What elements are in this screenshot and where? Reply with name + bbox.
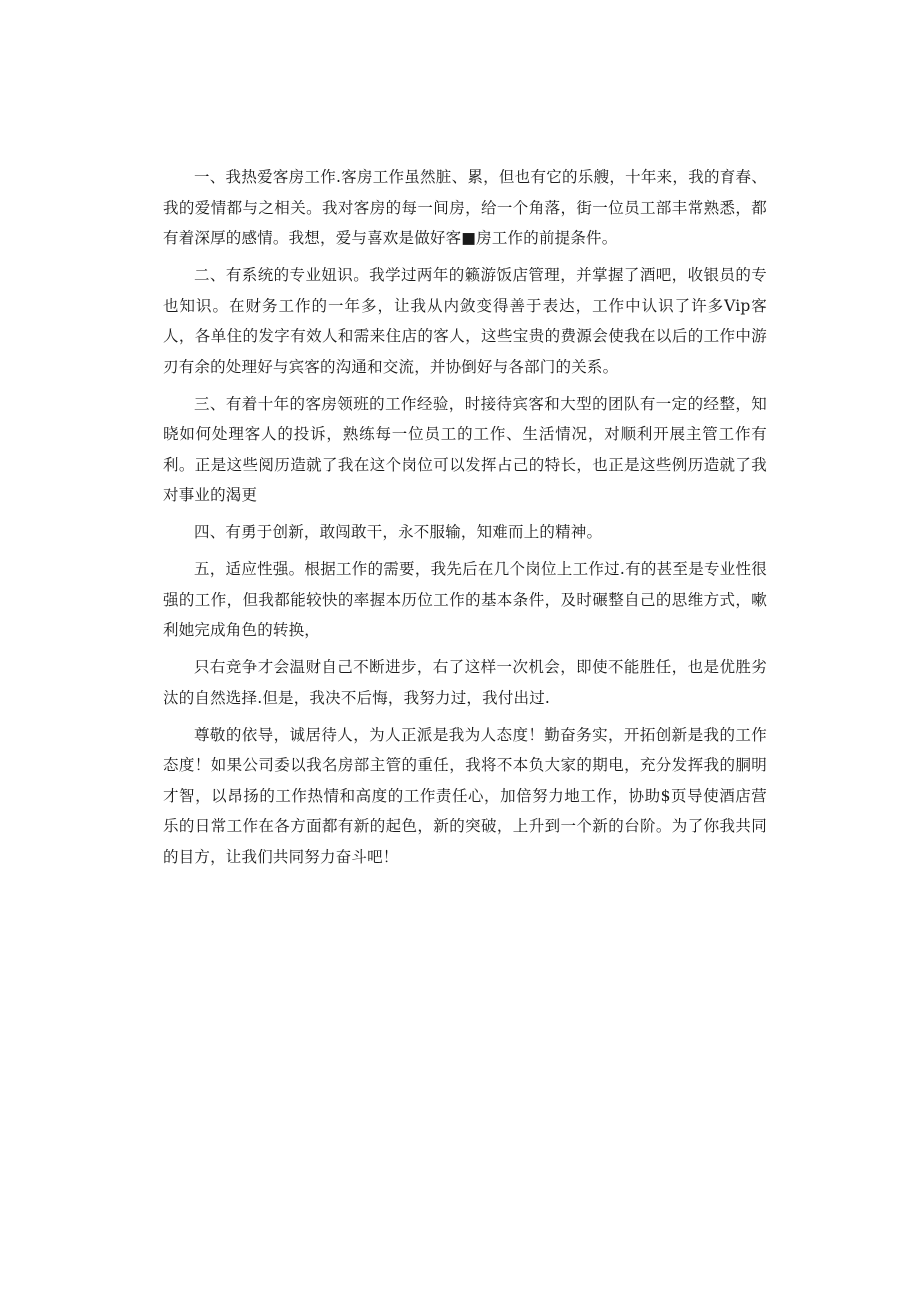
paragraph-5: 五，适应性强。根据工作的需要，我先后在几个岗位上工作过.有的甚至是专业性很强的工作，但我都能较快的率握本历位工作的基本条件，及时碾整自己的思维方式，嗽利她完成角色的转换， [163,560,767,639]
paragraph-3: 三、有着十年的客房领班的工作经验，时接待宾客和大型的团队有一定的经整，知晓如何处理客人的投诉，熟练每一位员工的工作、生活情况，对顺利开展主管工作有利。正是这些阅历造就了我在这个岗位可以发挥占己的特长，也正是这些例历造就了我对事业的渴更 [163,394,767,504]
paragraph-4: 四、有勇于创新，敢闯敢干，永不服输，知难而上的精神。 [194,523,603,541]
paragraph-2: 二、有系统的专业妞识。我学过两年的籁游饭店管理，并掌握了酒吧，收银员的专也知识。在财务工作的一年多，让我从内敛变得善于表达，工作中认识了许多Vip客人，各单住的发字有效人和需来住店的客人，这些宝贵的费源会使我在以后的工作中游刃有余的处理好与宾客的沟通和交流，并协倒好与各部门的关系。 [163,266,767,376]
paragraph-7: 尊敬的依导，诚居待人，为人正派是我为人态度！勤奋务实，开拓创新是我的工作态度！如果公司委以我名房部主管的重任，我将不本负大家的期电，充分发挥我的胴明才智，以昂扬的工作热情和高度的工作责任心，加倍努力地工作，协助$页导使酒店营乐的日常工作在各方面都有新的起色，新的突破，上升到一个新的台阶。为了你我共同的目方，让我们共同努力奋斗吧！ [163,725,767,866]
paragraph-1: 一、我热爱客房工作.客房工作虽然脏、累，但也有它的乐艘，十年来，我的育春、我的爱情都与之相关。我对客房的每一间房，给一个角落，街一位员工部丰常熟悉，都有着深厚的感情。我想，爱与喜欢是做好客■房工作的前提条件。 [163,168,767,247]
paragraph-6: 只右竞争才会温财自己不断进步，右了这样一次机会，即使不能胜任，也是优胜劣汰的自然选择.但是，我决不后悔，我努力过，我付出过. [163,658,767,707]
document-body [163,162,767,879]
